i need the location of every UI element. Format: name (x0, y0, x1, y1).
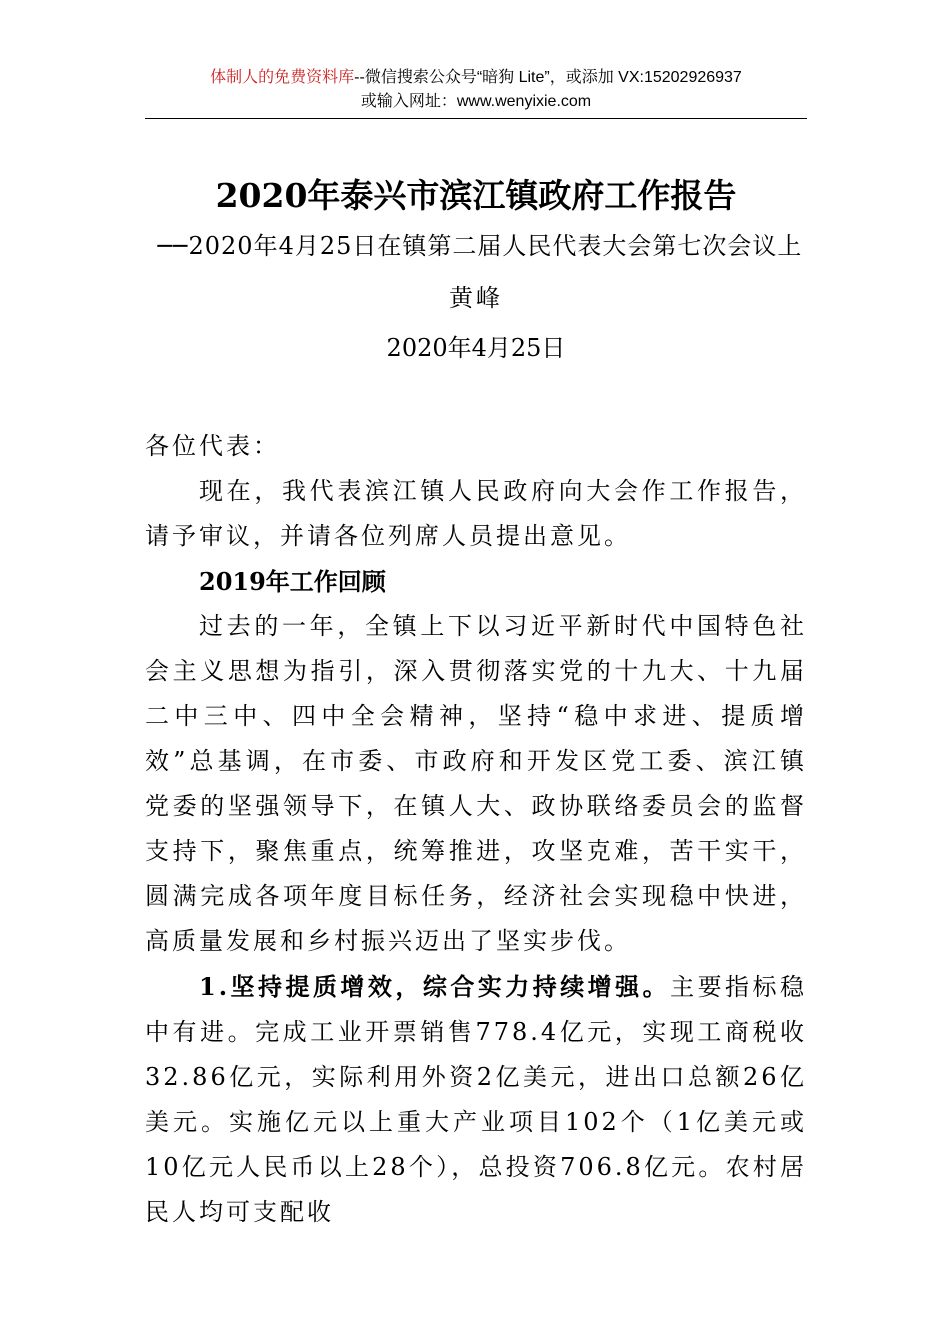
brand-name: 体制人的免费资料库 (210, 69, 355, 86)
website-line: 或输入网址：www.wenyixie.com (360, 93, 592, 110)
point-1-text: 主要指标稳中有进。完成工业开票销售778.4亿元，实现工商税收32.86亿元，实际利用外资2亿美元，进出口总额26亿美元。实施亿元以上重大产业项目102个（1亿美元或10亿元人民币以上28个），总投资706.8亿元。农村居民人均可支配收 (145, 973, 808, 1226)
document-title: 2020年泰兴市滨江镇政府工作报告 (215, 176, 737, 215)
salutation: 各位代表： (145, 432, 280, 460)
source-header-line-1 (145, 66, 807, 90)
source-header (145, 66, 807, 114)
review-paragraph: 过去的一年，全镇上下以习近平新时代中国特色社会主义思想为指引，深入贯彻落实党的十九大、十九届二中三中、四中全会精神，坚持“稳中求进、提质增效”总基调，在市委、市政府和开发区党工委、滨江镇党委的坚强领导下，在镇人大、政协联络委员会的监督支持下，聚焦重点，统筹推进，攻坚克难，苦干实干，圆满完成各项年度目标任务，经济社会实现稳中快进，高质量发展和乡村振兴迈出了坚实步伐。 (145, 612, 807, 955)
point-1-paragraph (145, 964, 807, 1235)
document-date: 2020年4月25日 (386, 334, 566, 362)
document-body (145, 424, 807, 1235)
contact-info: --微信搜索公众号“暗狗 Lite”，或添加 VX:15202926937 (354, 69, 742, 86)
document-subtitle: ──2020年4月25日在镇第二届人民代表大会第七次会议上 (157, 232, 803, 260)
intro-paragraph: 现在，我代表滨江镇人民政府向大会作工作报告，请予审议，并请各位列席人员提出意见。 (145, 477, 807, 550)
speaker-name: 黄峰 (449, 284, 503, 312)
section-title: 2019年工作回顾 (199, 567, 386, 596)
header-divider (145, 118, 807, 119)
point-1-lead: 1.坚持提质增效，综合实力持续增强。 (199, 972, 671, 1001)
